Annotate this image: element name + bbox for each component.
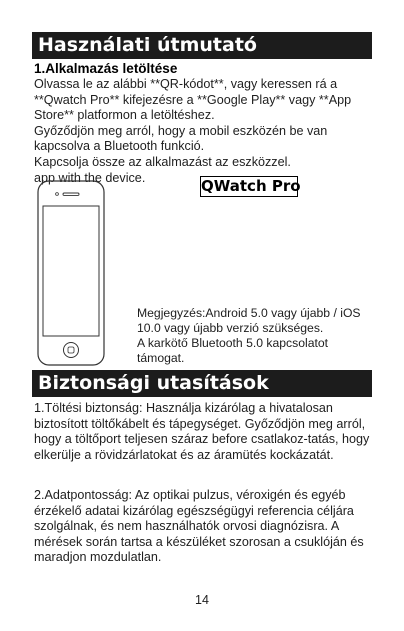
smartphone-icon: [37, 180, 105, 371]
safety-heading: Biztonsági utasítások: [32, 370, 372, 397]
download-instructions: Olvassa le az alábbi **QR-kódot**, vagy keressen rá a **Qwatch Pro** kifejezésre a **Google Play** vagy **App Store** platformon a letöltéshez. Győződjön meg arról, hogy a mobil eszközén be van kapcsolva a Bluetooth funkció. Kapcsolja össze az alkalmazást az eszközzel. app with the device.: [34, 77, 352, 185]
usage-guide-heading: Használati útmutató: [32, 32, 372, 59]
qwatch-pro-label: QWatch Pro: [201, 177, 301, 195]
data-accuracy-item: 2.Adatpontosság: Az optikai pulzus, véroxigén és egyéb érzékelő adatai kizárólag egészségügyi referencia céljára szolgálnak, és nem használhatók orvosi diagnózisra. A mérések során tartsa a készüléket szorosan a csuklóján és maradjon mozdulatlan.: [34, 488, 364, 565]
compatibility-note: Megjegyzés:Android 5.0 vagy újabb / iOS 10.0 vagy újabb verzió szükséges. A karkötő Bluetooth 5.0 kapcsolatot támogat.: [137, 306, 361, 365]
page-number: 14: [195, 593, 209, 607]
app-download-subheading: 1.Alkalmazás letöltése: [34, 61, 178, 76]
charging-safety-item: 1.Töltési biztonság: Használja kizárólag a hivatalosan biztosított töltőkábelt és tápegységet. Győződjön meg arról, hogy a töltőport teljesen száraz before csatlakoz-tatás, hogy elkerülje a rövidzárlatokat és az áramütés kockázatát.: [34, 401, 370, 462]
